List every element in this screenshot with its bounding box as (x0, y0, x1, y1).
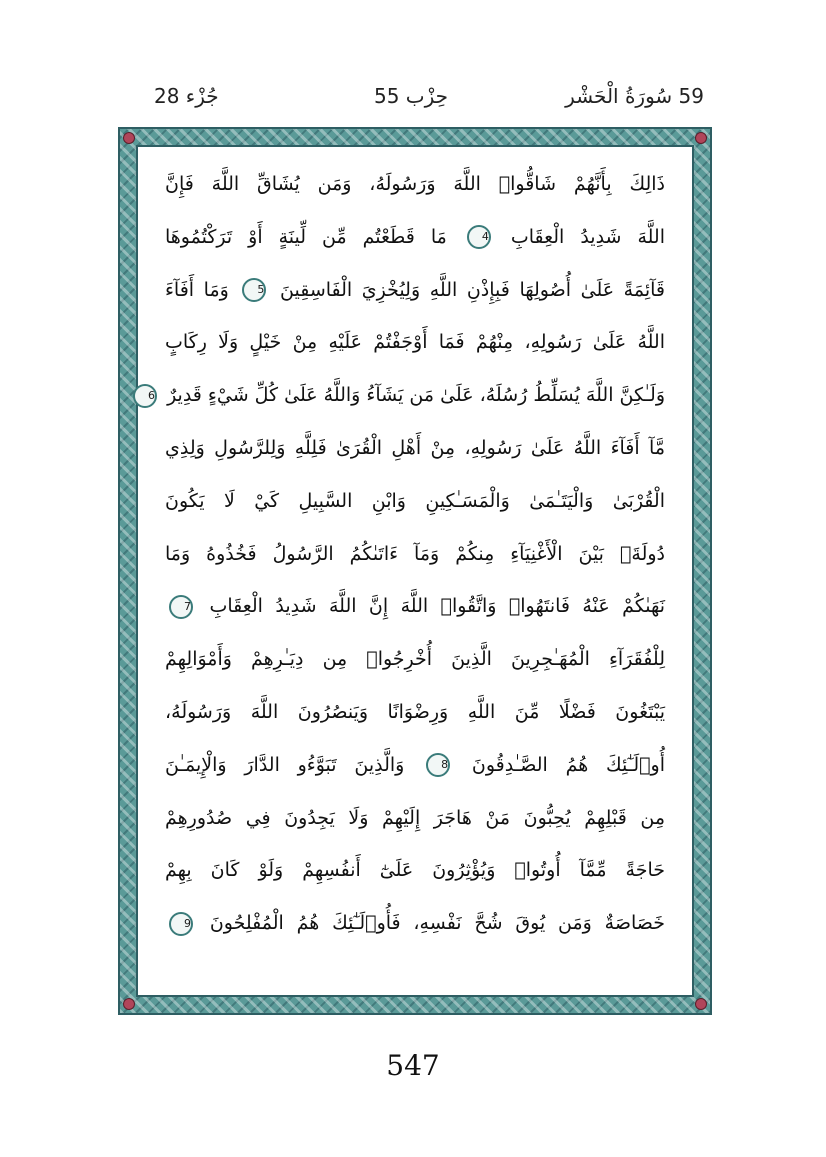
verse-text: وَالَّذِينَ تَبَوَّءُو الدَّارَ وَالْإِيمَـٰنَ (165, 753, 405, 776)
text-line (165, 792, 665, 845)
text-line (165, 686, 665, 739)
verse-text: لِلْفُقَرَآءِ الْمُهَـٰجِرِينَ الَّذِينَ أُخْرِجُوا۟ مِن دِيَـٰرِهِمْ وَأَمْوَالِهِمْ (165, 648, 665, 671)
ayah-marker-icon: 7 (169, 595, 193, 619)
verse-text: مِن قَبْلِهِمْ يُحِبُّونَ مَنْ هَاجَرَ إِلَيْهِمْ وَلَا يَجِدُونَ فِي صُدُورِهِمْ (165, 806, 665, 829)
verse-text: خَصَاصَةٌ وَمَن يُوقَ شُحَّ نَفْسِهِ، فَأُو۟لَـٰٓئِكَ هُمُ الْمُفْلِحُونَ (209, 912, 665, 935)
verse-text: يَبْتَغُونَ فَضْلًا مِّنَ اللَّهِ وَرِضْوَانًا وَيَنصُرُونَ اللَّهَ وَرَسُولَهُ، (165, 700, 665, 723)
text-line (165, 897, 665, 950)
corner-ornament-icon (695, 998, 707, 1010)
verse-text: دُولَةَۢ بَيْنَ الْأَغْنِيَآءِ مِنكُمْ وَمَآ ءَاتَىٰكُمُ الرَّسُولُ فَخُذُوهُ وَمَا (165, 542, 665, 565)
verse-text: وَمَا أَفَآءَ (165, 278, 229, 301)
verse-text: حَاجَةً مِّمَّآ أُوتُوا۟ وَيُؤْثِرُونَ عَلَىٰٓ أَنفُسِهِمْ وَلَوْ كَانَ بِهِمْ (165, 859, 665, 882)
corner-ornament-icon (123, 132, 135, 144)
verse-text: مَّآ أَفَآءَ اللَّهُ عَلَىٰ رَسُولِهِ، مِنْ أَهْلِ الْقُرَىٰ فَلِلَّهِ وَلِلرَّسُولِ وَلِذِي (165, 436, 665, 459)
ayah-marker-icon: 5 (242, 278, 266, 302)
ayah-marker-icon: 9 (169, 912, 193, 936)
page-header (118, 84, 712, 118)
verse-text: نَهَىٰكُمْ عَنْهُ فَانتَهُوا۟ وَاتَّقُوا۟ اللَّهَ إِنَّ اللَّهَ شَدِيدُ الْعِقَابِ (209, 595, 666, 618)
verse-text: أُو۟لَـٰٓئِكَ هُمُ الصَّـٰدِقُونَ (471, 753, 665, 776)
text-line (165, 475, 665, 528)
verse-text: اللَّهُ عَلَىٰ رَسُولِهِ، مِنْهُمْ فَمَا أَوْجَفْتُمْ عَلَيْهِ مِنْ خَيْلٍ وَلَا رِكَابٍ (165, 331, 665, 354)
text-line (148, 369, 665, 422)
ayah-marker-icon: 4 (467, 225, 491, 249)
ayah-marker-icon: 8 (426, 753, 450, 777)
quran-text-block (148, 158, 666, 1003)
hizb-label: حِزْب 55 (374, 84, 449, 108)
page-number: 547 (386, 1049, 440, 1082)
corner-ornament-icon (123, 998, 135, 1010)
text-line (165, 158, 665, 211)
verse-text: مَا قَطَعْتُم مِّن لِّينَةٍ أَوْ تَرَكْتُمُوهَا (165, 225, 447, 248)
verse-text: ذَالِكَ بِأَنَّهُمْ شَاقُّوا۟ اللَّهَ وَرَسُولَهُ، وَمَن يُشَاقِّ اللَّهَ فَإِنَّ (165, 173, 665, 195)
text-line (165, 316, 665, 369)
text-line (165, 264, 665, 317)
verse-text: الْقُرْبَىٰ وَالْيَتَـٰمَىٰ وَالْمَسَـٰكِينِ وَابْنِ السَّبِيلِ كَيْ لَا يَكُونَ (165, 489, 665, 512)
verse-text: اللَّهَ شَدِيدُ الْعِقَابِ (510, 225, 666, 248)
verse-text: وَلَـٰكِنَّ اللَّهَ يُسَلِّطُ رُسُلَهُ، عَلَىٰ مَن يَشَآءُ وَاللَّهُ عَلَىٰ كُلِّ شَيْءٍ قَدِيرٌ (167, 384, 665, 407)
text-line (165, 844, 665, 897)
verse-text: قَآئِمَةً عَلَىٰ أُصُولِهَا فَبِإِذْنِ اللَّهِ وَلِيُخْزِيَ الْفَاسِقِينَ (280, 278, 665, 301)
text-line (165, 633, 665, 686)
text-line (165, 580, 665, 633)
surah-label: 59 سُورَةُ الْحَشْر (565, 84, 704, 108)
juz-label: جُزْء 28 (154, 84, 219, 108)
text-line (165, 211, 665, 264)
corner-ornament-icon (695, 132, 707, 144)
text-line (165, 422, 665, 475)
text-line (165, 528, 665, 581)
text-line (165, 739, 665, 792)
ayah-marker-icon: 6 (133, 384, 157, 408)
